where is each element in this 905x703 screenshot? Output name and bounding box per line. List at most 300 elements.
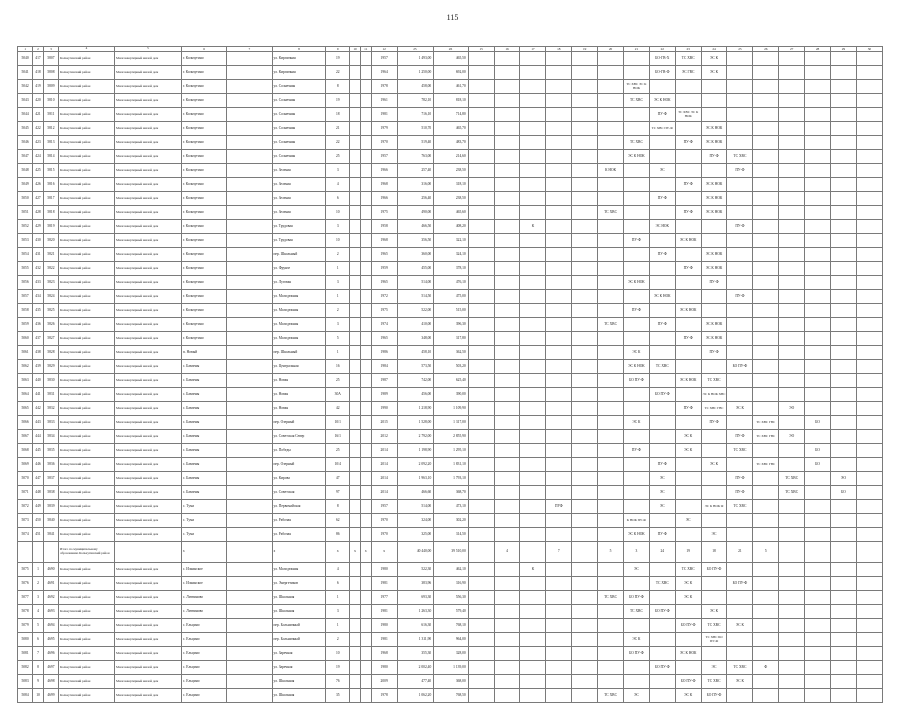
table-cell: 465,50 (434, 52, 469, 66)
table-cell (830, 402, 856, 416)
table-cell: ПУ-Ф (675, 136, 701, 150)
table-cell (598, 52, 624, 66)
table-cell (830, 178, 856, 192)
table-cell (856, 402, 882, 416)
table-cell (623, 332, 649, 346)
table-cell: 368,00 (434, 675, 469, 689)
table-cell: 76 (326, 675, 350, 689)
table-cell: 5 (598, 542, 624, 563)
header-cell: 26 (753, 47, 779, 52)
table-cell: 1 493,00 (397, 52, 434, 66)
table-cell: 1 139,00 (434, 661, 469, 675)
table-cell (494, 514, 520, 528)
table-cell (805, 647, 831, 661)
table-cell: ТС ХВС (598, 318, 624, 332)
table-cell: 5050 (18, 192, 33, 206)
table-cell (494, 675, 520, 689)
table-cell: Кольчугинский район (58, 500, 114, 514)
table-cell (468, 234, 494, 248)
table-cell (227, 108, 272, 122)
table-cell (546, 514, 572, 528)
table-cell: 5076 (18, 577, 33, 591)
table-cell: 5835 (43, 444, 58, 458)
table-cell (360, 661, 371, 675)
table-cell: г. Кольчугино (181, 234, 226, 248)
table-cell (572, 318, 598, 332)
table-cell: 5070 (18, 472, 33, 486)
table-cell (360, 332, 371, 346)
table-cell: пер. Школьный (272, 248, 326, 262)
table-cell (649, 276, 675, 290)
table-cell: 430 (33, 234, 44, 248)
table-cell (598, 192, 624, 206)
table-cell (598, 262, 624, 276)
table-cell: ул. Кирова (272, 472, 326, 486)
table-cell (468, 430, 494, 444)
table-cell: с. Бавлены (181, 388, 226, 402)
table-cell (805, 248, 831, 262)
table-cell (830, 647, 856, 661)
table-cell (360, 402, 371, 416)
table-row (18, 304, 883, 318)
table-cell (649, 675, 675, 689)
table-cell: ул. Заречная (272, 647, 326, 661)
table-cell (572, 430, 598, 444)
table-cell: Многоквартирный жилой дом (115, 472, 182, 486)
table-cell (598, 388, 624, 402)
table-cell: 1 (326, 619, 350, 633)
table-cell: Многоквартирный жилой дом (115, 647, 182, 661)
table-cell: 356,50 (397, 234, 434, 248)
table-cell: ПУ-Ф (649, 248, 675, 262)
table-cell (350, 304, 361, 318)
table-cell: 2 (326, 633, 350, 647)
table-cell: 4694 (43, 619, 58, 633)
table-cell (830, 108, 856, 122)
table-cell (856, 206, 882, 220)
table-cell: ул. Молодежная (272, 563, 326, 577)
table-cell (623, 402, 649, 416)
table-cell (227, 318, 272, 332)
table-cell (779, 234, 805, 248)
table-cell (856, 430, 882, 444)
table-cell: с. Бавлены (181, 472, 226, 486)
header-cell: 22 (649, 47, 675, 52)
table-cell: 450 (33, 514, 44, 528)
table-cell (753, 206, 779, 220)
table-row (18, 430, 883, 444)
table-cell (779, 276, 805, 290)
table-cell (753, 689, 779, 703)
table-cell: 1966 (371, 192, 397, 206)
table-cell (360, 66, 371, 80)
table-cell: Кольчугинский район (58, 619, 114, 633)
table-cell: Кольчугинский район (58, 136, 114, 150)
table-cell: БО ПУ-Ф (649, 388, 675, 402)
table-row (18, 332, 883, 346)
table-cell: Многоквартирный жилой дом (115, 206, 182, 220)
table-cell (494, 500, 520, 514)
table-cell (494, 332, 520, 346)
table-cell: г. Кольчугино (181, 332, 226, 346)
table-cell: Кольчугинский район (58, 605, 114, 619)
table-cell (623, 66, 649, 80)
table-cell: 5840 (43, 514, 58, 528)
table-cell (805, 675, 831, 689)
table-cell (727, 178, 753, 192)
table-row (18, 318, 883, 332)
table-cell: 18 (701, 542, 727, 563)
table-cell (598, 416, 624, 430)
table-cell (805, 220, 831, 234)
table-cell: ул. Зеленая (272, 192, 326, 206)
table-cell: 1957 (371, 150, 397, 164)
table-cell: 6 (326, 577, 350, 591)
table-cell: ЭС К НОК Ф (701, 500, 727, 514)
table-cell (546, 80, 572, 94)
table-cell (572, 563, 598, 577)
table-cell (675, 290, 701, 304)
table-cell: БО ПУ-Ф (623, 591, 649, 605)
table-cell: Кольчугинский район (58, 458, 114, 472)
table-cell: 4697 (43, 661, 58, 675)
table-cell (753, 220, 779, 234)
table-cell: ПУ-Ф (701, 150, 727, 164)
table-cell (779, 619, 805, 633)
table-cell: 4690 (43, 563, 58, 577)
table-cell: ТС ХВС (779, 472, 805, 486)
table-cell: 3 (623, 542, 649, 563)
table-cell (520, 234, 546, 248)
table-cell (701, 108, 727, 122)
table-cell (805, 150, 831, 164)
table-cell (779, 528, 805, 542)
table-cell: 5048 (18, 164, 33, 178)
table-cell: ТС ХВС (727, 661, 753, 675)
table-cell: Многоквартирный жилой дом (115, 318, 182, 332)
table-cell (572, 500, 598, 514)
header-cell: 10 (350, 47, 361, 52)
table-cell: ЭС (675, 514, 701, 528)
table-cell (805, 514, 831, 528)
header-cell: 28 (805, 47, 831, 52)
table-cell (494, 472, 520, 486)
table-cell (520, 605, 546, 619)
table-cell (572, 577, 598, 591)
table-cell (360, 206, 371, 220)
table-cell (520, 444, 546, 458)
table-cell: 421 (33, 108, 44, 122)
table-cell: 5839 (43, 500, 58, 514)
table-cell (360, 430, 371, 444)
table-cell (830, 675, 856, 689)
table-cell: 5812 (43, 122, 58, 136)
table-cell (856, 500, 882, 514)
table-cell (494, 416, 520, 430)
table-cell (701, 577, 727, 591)
table-cell: ЭС К НОК (623, 150, 649, 164)
table-cell: 473,10 (434, 500, 469, 514)
table-cell: БО ПУ-Ф (727, 360, 753, 374)
table-cell: с. Бавлены (181, 374, 226, 388)
table-cell (623, 192, 649, 206)
table-cell: Кольчугинский район (58, 122, 114, 136)
table-cell (546, 290, 572, 304)
table-cell (546, 52, 572, 66)
table-row (18, 52, 883, 66)
table-cell (350, 94, 361, 108)
table-cell (572, 661, 598, 675)
table-cell (227, 52, 272, 66)
table-cell (701, 647, 727, 661)
table-cell: 431 (33, 248, 44, 262)
table-cell: Кольчугинский район (58, 577, 114, 591)
table-cell (572, 542, 598, 563)
table-cell (350, 661, 361, 675)
table-cell: ул. Солнечная (272, 94, 326, 108)
table-cell: 1979 (371, 122, 397, 136)
table-cell (753, 647, 779, 661)
table-cell (727, 346, 753, 360)
table-cell (856, 164, 882, 178)
table-cell: Кольчугинский район (58, 444, 114, 458)
table-cell (856, 234, 882, 248)
table-cell (675, 458, 701, 472)
table-cell: ПУ-Ф (623, 444, 649, 458)
table-cell: ЭС (649, 472, 675, 486)
table-cell: ЭС ГВС (675, 66, 701, 80)
table-cell (805, 388, 831, 402)
table-cell (18, 542, 33, 563)
table-cell (805, 472, 831, 486)
table-cell (546, 528, 572, 542)
table-cell (572, 528, 598, 542)
table-cell: Кольчугинский район (58, 430, 114, 444)
table-cell: 1980 (371, 563, 397, 577)
table-cell: 433 (33, 276, 44, 290)
table-cell (856, 290, 882, 304)
table-row (18, 192, 883, 206)
table-cell: ТС ХВС (727, 500, 753, 514)
table-cell: 2 (33, 577, 44, 591)
table-cell: 5 (33, 619, 44, 633)
table-cell: ЭС К НОК (675, 647, 701, 661)
table-cell: 2 792,00 (397, 430, 434, 444)
table-cell: х (181, 542, 226, 563)
table-cell: 768,10 (434, 619, 469, 633)
table-cell: с. Ильинское (181, 563, 226, 577)
table-cell (649, 514, 675, 528)
table-cell: ЭС К НОК (623, 276, 649, 290)
table-cell: Кольчугинский район (58, 416, 114, 430)
table-cell (360, 444, 371, 458)
table-cell: ЭС К (701, 605, 727, 619)
table-cell: 4699 (43, 689, 58, 703)
table-cell (623, 108, 649, 122)
table-cell (805, 234, 831, 248)
table-cell: 446 (33, 458, 44, 472)
table-cell (598, 332, 624, 346)
table-cell (468, 619, 494, 633)
table-cell: 964,00 (434, 633, 469, 647)
table-cell: К НОК ПУ-Ф (623, 514, 649, 528)
table-cell: ТС ХВС (675, 563, 701, 577)
table-cell (494, 192, 520, 206)
table-cell: К НОК (598, 164, 624, 178)
table-cell (546, 486, 572, 500)
table-cell: 214,60 (434, 150, 469, 164)
table-cell (727, 647, 753, 661)
table-cell (779, 220, 805, 234)
table-cell: 5810 (43, 94, 58, 108)
table-cell: 432 (33, 262, 44, 276)
table-cell (546, 122, 572, 136)
table-cell (350, 346, 361, 360)
table-cell: 742,00 (397, 374, 434, 388)
table-cell (520, 374, 546, 388)
table-cell (623, 206, 649, 220)
table-cell: 445 (33, 444, 44, 458)
table-cell: 475,00 (434, 290, 469, 304)
table-cell: 425 (33, 164, 44, 178)
table-cell (520, 430, 546, 444)
table-cell: Кольчугинский район (58, 52, 114, 66)
table-cell (753, 486, 779, 500)
table-cell (753, 346, 779, 360)
table-cell (779, 94, 805, 108)
table-cell: ул. Солнечная (272, 150, 326, 164)
table-cell: г. Кольчугино (181, 164, 226, 178)
table-cell (727, 514, 753, 528)
table-cell (779, 360, 805, 374)
table-cell: ул. Трудовая (272, 220, 326, 234)
table-cell (360, 675, 371, 689)
table-cell (727, 52, 753, 66)
table-cell (779, 388, 805, 402)
table-cell: 692,00 (434, 66, 469, 80)
table-cell (468, 486, 494, 500)
table-cell (598, 577, 624, 591)
table-cell (753, 577, 779, 591)
table-cell: 7 (546, 542, 572, 563)
table-cell: 2009 (371, 675, 397, 689)
table-cell (468, 206, 494, 220)
table-cell (649, 304, 675, 318)
table-cell (830, 689, 856, 703)
table-cell (753, 332, 779, 346)
table-cell: ул. Молодежная (272, 318, 326, 332)
table-cell (468, 94, 494, 108)
table-cell: с. Ельцино (181, 647, 226, 661)
table-cell: Многоквартирный жилой дом (115, 94, 182, 108)
table-cell: Кольчугинский район (58, 108, 114, 122)
table-row (18, 66, 883, 80)
table-cell (360, 276, 371, 290)
table-cell: ул. Зеленая (272, 206, 326, 220)
table-cell (520, 486, 546, 500)
table-cell: Многоквартирный жилой дом (115, 619, 182, 633)
header-cell: 3 (43, 47, 58, 52)
table-cell: Многоквартирный жилой дом (115, 458, 182, 472)
table-cell (805, 430, 831, 444)
table-cell (623, 122, 649, 136)
table-cell: 5064 (18, 388, 33, 402)
table-cell: ЭС К НОК (701, 136, 727, 150)
table-cell (856, 220, 882, 234)
table-cell: 25 (326, 444, 350, 458)
table-cell (520, 591, 546, 605)
table-cell: Кольчугинский район (58, 360, 114, 374)
table-row (18, 290, 883, 304)
table-cell (598, 80, 624, 94)
table-cell (546, 675, 572, 689)
table-cell: Многоквартирный жилой дом (115, 661, 182, 675)
table-cell (520, 402, 546, 416)
table-cell: 1965 (371, 276, 397, 290)
table-cell (805, 500, 831, 514)
table-cell: 716,10 (397, 108, 434, 122)
table-cell (468, 661, 494, 675)
table-cell (753, 514, 779, 528)
table-cell (598, 402, 624, 416)
table-cell (779, 52, 805, 66)
table-cell: ул. Заречная (272, 661, 326, 675)
table-cell (546, 360, 572, 374)
table-cell (830, 542, 856, 563)
table-cell (856, 262, 882, 276)
table-cell: 7 (33, 647, 44, 661)
table-cell (494, 458, 520, 472)
table-cell (572, 647, 598, 661)
table-cell: 5814 (43, 150, 58, 164)
table-cell (520, 262, 546, 276)
table-cell: Итого по муниципальному образованию Кольчугинский район (58, 542, 114, 563)
table-cell (598, 661, 624, 675)
table-cell: 1964 (371, 66, 397, 80)
table-cell (520, 360, 546, 374)
table-cell: 5813 (43, 136, 58, 150)
table-cell: 5819 (43, 220, 58, 234)
table-cell: 1 250,00 (397, 66, 434, 80)
table-cell: БО ПУ-Ф (623, 374, 649, 388)
table-cell (649, 80, 675, 94)
table-cell (520, 577, 546, 591)
table-cell (830, 220, 856, 234)
table-cell (753, 52, 779, 66)
table-cell: ПУ-Ф (701, 416, 727, 430)
table-cell: ЭС К НОК (675, 374, 701, 388)
table-cell (494, 248, 520, 262)
table-cell (623, 52, 649, 66)
table-cell (805, 108, 831, 122)
table-cell (675, 122, 701, 136)
table-cell: 461,70 (434, 80, 469, 94)
table-cell (572, 122, 598, 136)
table-cell: ТС ХВС (727, 444, 753, 458)
table-row (18, 206, 883, 220)
table-cell: ПУ-Ф (649, 318, 675, 332)
table-cell (856, 577, 882, 591)
table-cell (350, 374, 361, 388)
table-cell (727, 206, 753, 220)
table-cell: ул. Кирпичная (272, 66, 326, 80)
table-cell (805, 80, 831, 94)
table-cell: 5065 (18, 402, 33, 416)
table-cell (572, 80, 598, 94)
table-cell: 439 (33, 360, 44, 374)
table-cell (360, 346, 371, 360)
table-cell: ЭС К НОК ХВС (701, 388, 727, 402)
